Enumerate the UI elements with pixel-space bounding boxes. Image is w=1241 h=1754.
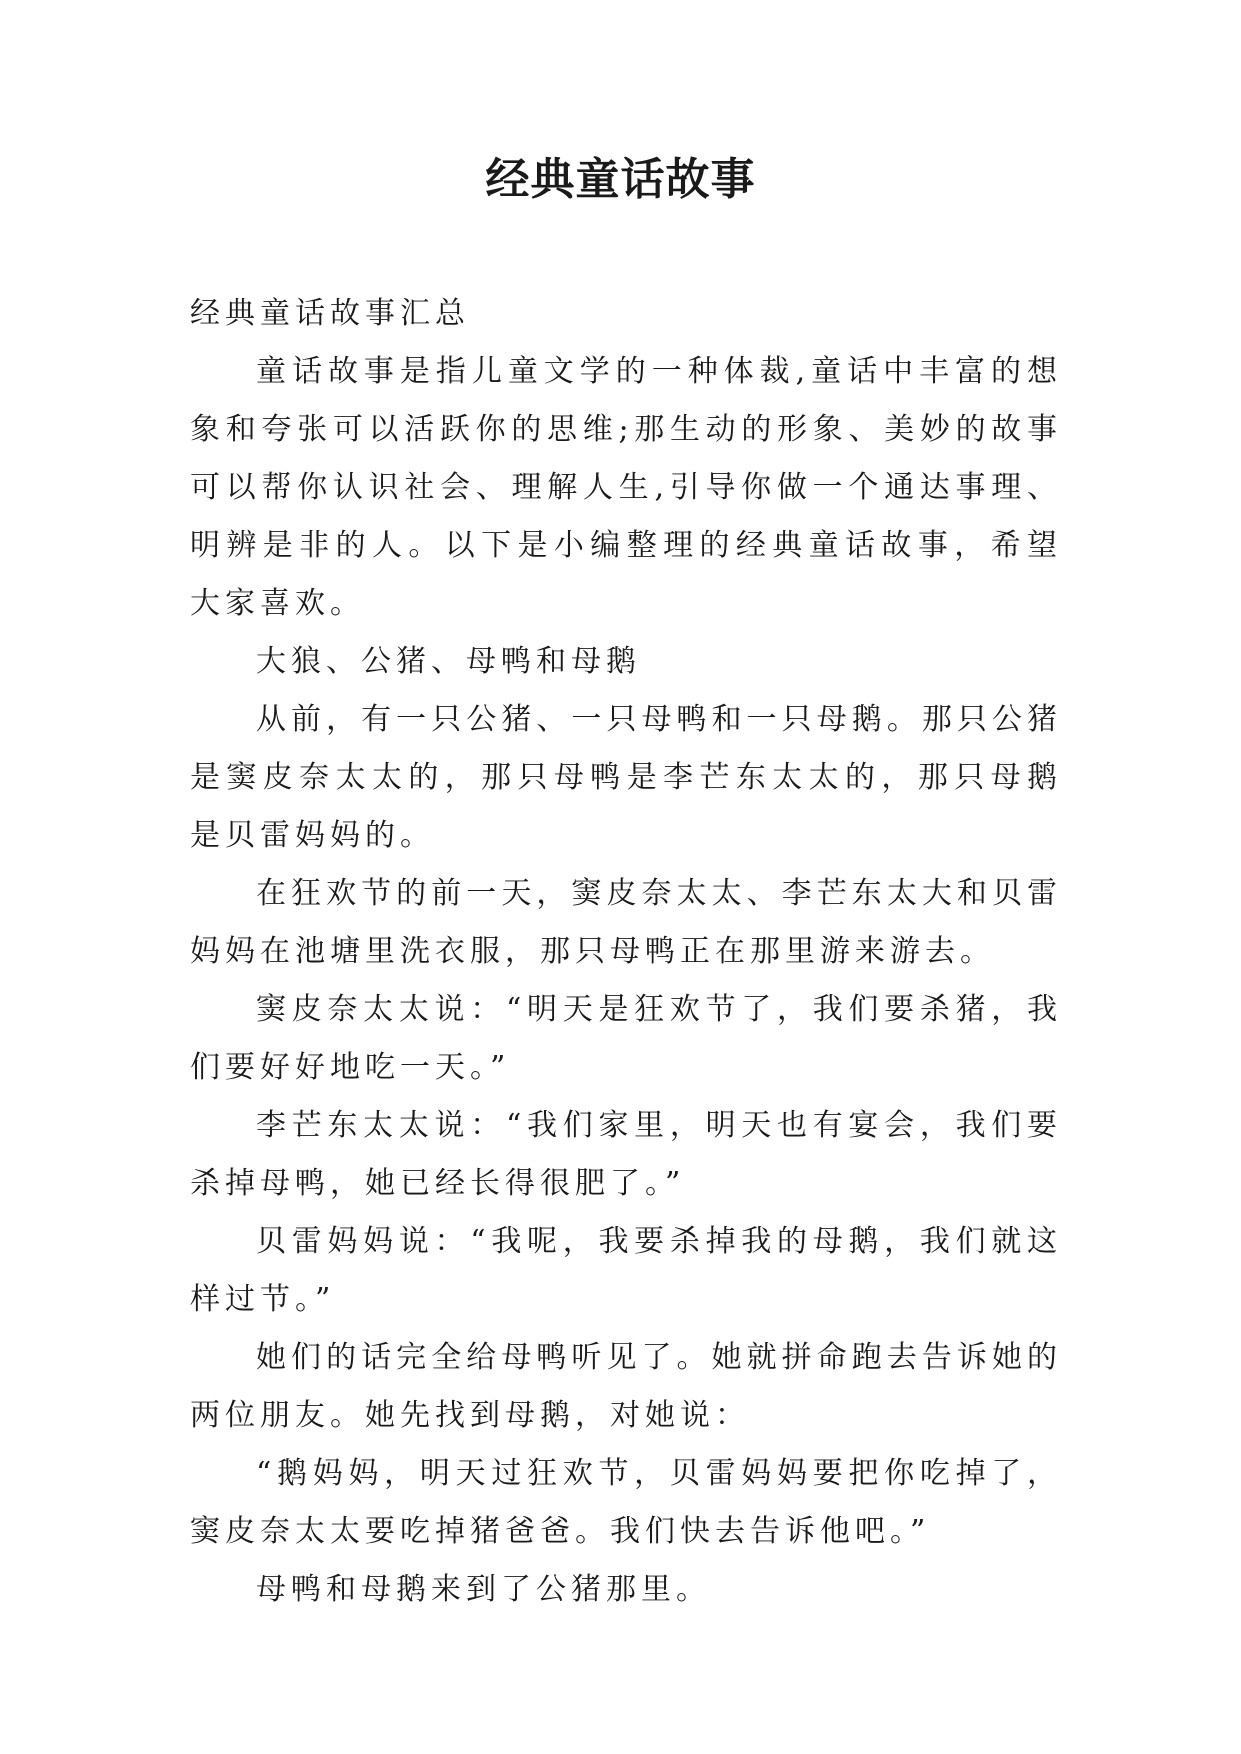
story-paragraph: 贝雷妈妈说：“我呢，我要杀掉我的母鹅，我们就这样过节。” <box>190 1224 1062 1317</box>
summary-heading: 经典童话故事汇总 <box>190 296 470 331</box>
story-title: 大狼、公猪、母鸭和母鹅 <box>256 644 641 679</box>
story-paragraph: 母鸭和母鹅来到了公猪那里。 <box>256 1572 711 1607</box>
story-paragraph: 从前，有一只公猪、一只母鸭和一只母鹅。那只公猪是窦皮奈太太的，那只母鸭是李芒东太太的，那只母鹅是贝雷妈妈的。 <box>190 702 1062 853</box>
document-title: 经典童话故事 <box>485 154 756 205</box>
story-paragraph: 在狂欢节的前一天，窦皮奈太太、李芒东太大和贝雷妈妈在池塘里洗衣服，那只母鸭正在那里游来游去。 <box>190 876 1062 969</box>
story-paragraph: 窦皮奈太太说：“明天是狂欢节了，我们要杀猪，我们要好好地吃一天。” <box>190 992 1062 1085</box>
story-paragraph: 李芒东太太说：“我们家里，明天也有宴会，我们要杀掉母鸭，她已经长得很肥了。” <box>190 1108 1062 1201</box>
story-paragraph: 她们的话完全给母鸭听见了。她就拼命跑去告诉她的两位朋友。她先找到母鹅，对她说： <box>190 1340 1062 1433</box>
story-paragraph: “鹅妈妈，明天过狂欢节，贝雷妈妈要把你吃掉了，窦皮奈太太要吃掉猪爸爸。我们快去告诉他吧。” <box>190 1456 1062 1549</box>
intro-paragraph: 童话故事是指儿童文学的一种体裁,童话中丰富的想象和夸张可以活跃你的思维;那生动的形象、美妙的故事可以帮你认识社会、理解人生,引导你做一个通达事理、明辨是非的人。以下是小编整理的经典童话故事，希望大家喜欢。 <box>190 354 1062 621</box>
document-body <box>190 285 1062 1619</box>
